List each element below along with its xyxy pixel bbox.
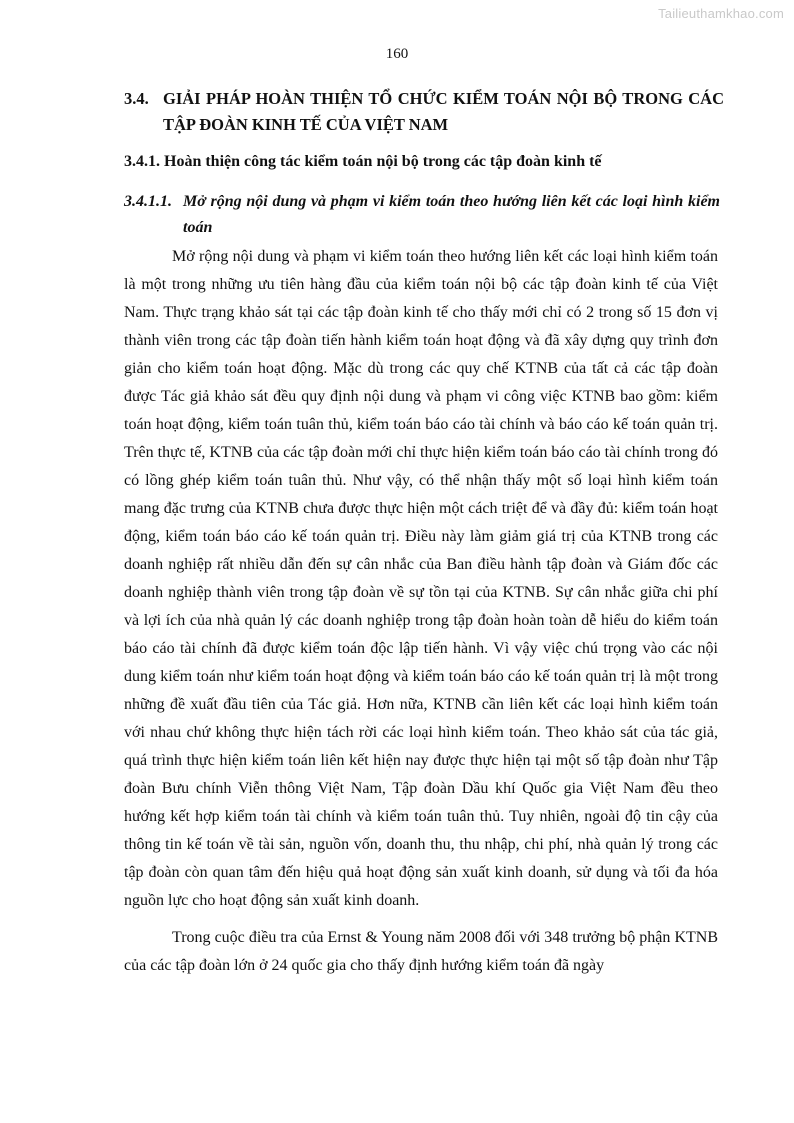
paragraph: Trong cuộc điều tra của Ernst & Young năm 2008 đối với 348 trưởng bộ phận KTNB của các tập đoàn lớn ở 24 quốc gia cho thấy định hướng kiểm toán đã ngày (124, 929, 718, 974)
section-number: 3.4. (124, 89, 149, 108)
subsection-number: 3.4.1. (124, 153, 160, 170)
paragraph: Mở rộng nội dung và phạm vi kiểm toán theo hướng liên kết các loại hình kiểm toán là một trong những ưu tiên hàng đầu của kiểm toán nội bộ các tập đoàn kinh tế của Việt Nam. Thực trạng khảo sát tại các tập đoàn kinh tế cho thấy mới chỉ có 2 trong số 15 đơn vị thành viên trong các tập đoàn tiến hành kiểm toán hoạt động và đã xây dựng quy trình đơn giản cho kiểm toán hoạt động. Mặc dù trong các quy chế KTNB của tất cả các tập đoàn được Tác giả khảo sát đều quy định nội dung và phạm vi công việc KTNB bao gồm: kiểm toán hoạt động, kiểm toán tuân thủ, kiểm toán báo cáo tài chính và báo cáo kế toán quản trị. Trên thực tế, KTNB của các tập đoàn mới chỉ thực hiện kiểm toán báo cáo tài chính trong đó có lồng ghép kiểm toán tuân thủ. Như vậy, có thể nhận thấy một số loại hình kiểm toán mang đặc trưng của KTNB chưa được thực hiện một cách triệt để và đầy đủ: kiểm toán hoạt động, kiểm toán báo cáo kế toán quản trị. Điều này làm giảm giá trị của KTNB trong các doanh nghiệp rất nhiều dẫn đến sự cân nhắc của Ban điều hành tập đoàn và Giám đốc các doanh nghiệp thành viên trong tập đoàn về sự tồn tại của KTNB. Sự cân nhắc giữa chi phí và lợi ích của nhà quản lý các doanh nghiệp trong tập đoàn hoàn toàn dễ hiểu do kiểm toán báo cáo tài chính đã được kiểm toán độc lập tiến hành. Vì vậy việc chú trọng vào các nội dung kiểm toán như kiểm toán hoạt động và kiểm toán báo cáo kế toán quản trị là một trong những đề xuất đầu tiên của Tác giả. Hơn nữa, KTNB cần liên kết các loại hình kiểm toán với nhau chứ không thực hiện tách rời các loại hình kiểm toán. Theo khảo sát của tác giả, quá trình thực hiện kiểm toán liên kết hiện nay được thực hiện tại một số tập đoàn như Tập đoàn Bưu chính Viễn thông Việt Nam, Tập đoàn Dầu khí Quốc gia Việt Nam đều theo hướng kết hợp kiểm toán tài chính và kiểm toán tuân thủ. Tuy nhiên, ngoài độ tin cậy của thông tin kế toán về tài sản, nguồn vốn, doanh thu, thu nhập, chi phí, nhà quản lý trong các tập đoàn còn quan tâm đến hiệu quả hoạt động sản xuất kinh doanh, sử dụng và tối đa hóa nguồn lực cho hoạt động sản xuất kinh doanh. (124, 248, 718, 909)
section-heading (124, 86, 724, 138)
subsubsection-title: Mở rộng nội dung và phạm vi kiểm toán theo hướng liên kết các loại hình kiểm toán (183, 193, 720, 236)
section-title: GIẢI PHÁP HOÀN THIỆN TỔ CHỨC KIỂM TOÁN NỘI BỘ TRONG CÁC TẬP ĐOÀN KINH TẾ CỦA VIỆT NAM (163, 89, 724, 134)
subsubsection-heading (124, 189, 720, 241)
subsection-heading (124, 150, 724, 174)
watermark-text: Tailieuthamkhao.com (658, 6, 784, 21)
page-number: 160 (385, 46, 409, 62)
body-text (124, 243, 718, 980)
subsubsection-number: 3.4.1.1. (124, 193, 172, 210)
subsection-title: Hoàn thiện công tác kiểm toán nội bộ trong các tập đoàn kinh tế (164, 153, 602, 170)
